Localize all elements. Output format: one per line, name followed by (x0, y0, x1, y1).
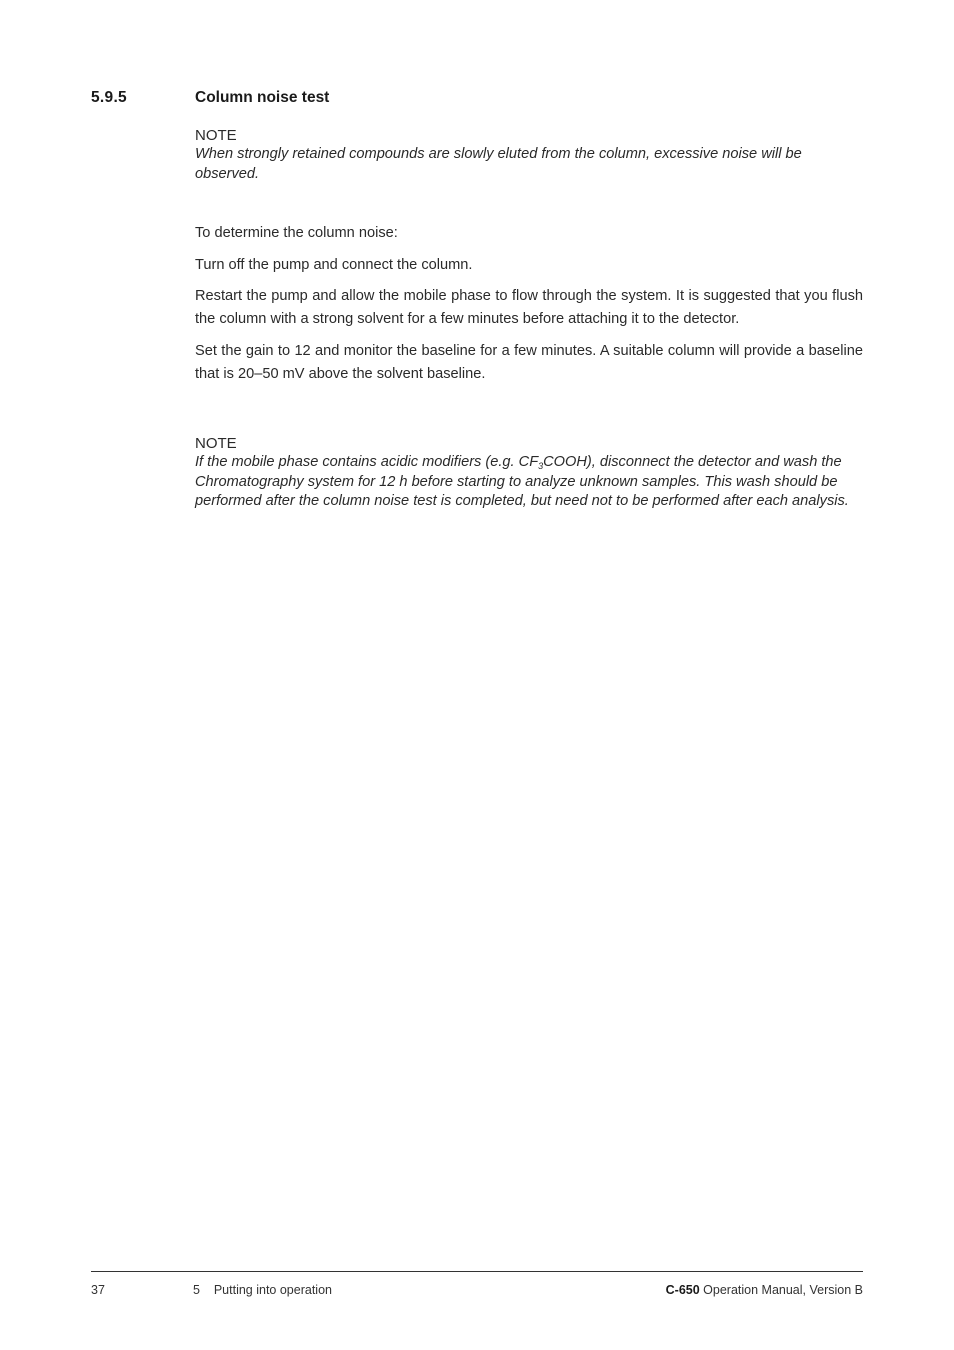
manual-title: Operation Manual, Version B (699, 1283, 863, 1297)
note-label: NOTE (195, 435, 237, 452)
manual-label (666, 1283, 863, 1297)
paragraph-1-block (195, 222, 863, 245)
paragraph-step-2: Restart the pump and allow the mobile phase to flow through the system. It is suggested that you flush the column with a strong solvent for a few minutes before attaching it to the detector. (195, 288, 863, 327)
section-title: Column noise test (195, 89, 330, 106)
footer-divider (91, 1271, 863, 1272)
note-text-part: COOH), disconnect the detector and wash the Chromatography system for 12 h before starting to analyze unknown samples. This wash should be performed after the column noise test is completed, but need not to be performed after each analysis. (195, 454, 849, 510)
paragraph-4-block (195, 340, 863, 386)
note-text: When strongly retained compounds are slowly eluted from the column, excessive noise will be observed. (195, 146, 802, 182)
paragraph-step-3: Set the gain to 12 and monitor the baseline for a few minutes. A suitable column will provide a baseline that is 20–50 mV above the solvent baseline. (195, 343, 863, 382)
note-block-1 (195, 126, 863, 184)
subscript: 3 (538, 461, 544, 472)
section-number: 5.9.5 (91, 89, 127, 106)
product-name: C-650 (665, 1283, 700, 1297)
page-number: 37 (91, 1283, 105, 1297)
note-label: NOTE (195, 127, 237, 144)
note-text-part: If the mobile phase contains acidic modifiers (e.g. CF (195, 454, 539, 471)
paragraph-2-block (195, 254, 863, 277)
paragraph-3-block (195, 285, 863, 331)
note-text (195, 453, 863, 511)
paragraph-intro: To determine the column noise: (195, 225, 398, 241)
note-block-2 (195, 434, 863, 512)
paragraph-step-1: Turn off the pump and connect the column. (195, 257, 473, 273)
chapter-label: 5 Putting into operation (193, 1283, 332, 1297)
